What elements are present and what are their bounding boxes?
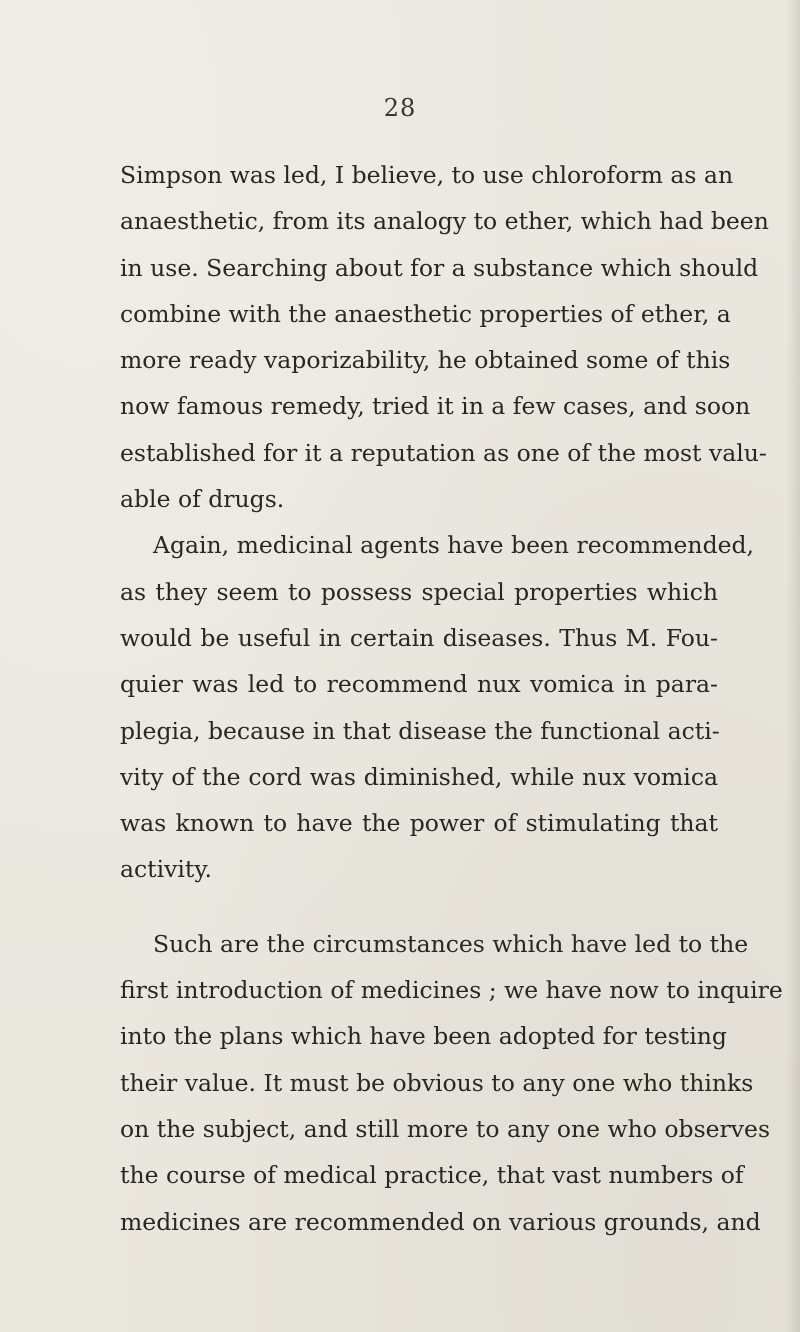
body-text bbox=[120, 152, 783, 1245]
text-line: plegia, because in that disease the functional acti- bbox=[120, 716, 720, 745]
text-line: vity of the cord was diminished, while nux vomica bbox=[120, 762, 718, 791]
text-line: anaesthetic, from its analogy to ether, which had been bbox=[120, 207, 769, 236]
text-line: into the plans which have been adopted for testing bbox=[120, 1022, 727, 1051]
text-line: combine with the anaesthetic properties of ether, a bbox=[120, 299, 731, 328]
paragraph-medicinal-agents bbox=[120, 522, 755, 892]
text-line: was known to have the power of stimulating that bbox=[120, 809, 718, 838]
page-edge-shadow bbox=[786, 0, 800, 1332]
text-line: more ready vaporizability, he obtained some of this bbox=[120, 346, 731, 375]
text-line: their value. It must be obvious to any one who thinks bbox=[120, 1068, 754, 1097]
text-line: the course of medical practice, that vast numbers of bbox=[120, 1161, 744, 1190]
page-number: 28 bbox=[383, 94, 417, 122]
text-line: activity. bbox=[120, 855, 212, 884]
paragraph-testing-medicines bbox=[120, 921, 783, 1245]
text-line: first introduction of medicines ; we have now to inquire bbox=[120, 976, 783, 1005]
text-line: able of drugs. bbox=[120, 485, 285, 514]
text-line: Simpson was led, I believe, to use chloroform as an bbox=[120, 161, 734, 189]
text-line: would be useful in certain diseases. Thus M. Fou- bbox=[120, 623, 718, 652]
text-line: now famous remedy, tried it in a few cases, and soon bbox=[120, 392, 751, 421]
text-line: medicines are recommended on various grounds, and bbox=[120, 1207, 761, 1236]
text-line: as they seem to possess special properties which bbox=[120, 577, 718, 606]
paragraph-simpson-chloroform bbox=[120, 152, 769, 522]
paragraph-gap bbox=[120, 893, 718, 921]
text-line: on the subject, and still more to any one who observes bbox=[120, 1114, 771, 1143]
text-line: in use. Searching about for a substance which should bbox=[120, 253, 759, 282]
text-line: Again, medicinal agents have been recommended, bbox=[153, 531, 755, 560]
text-line: quier was led to recommend nux vomica in para- bbox=[120, 670, 718, 699]
text-line: established for it a reputation as one of the most valu- bbox=[120, 438, 767, 467]
text-line: Such are the circumstances which have led to the bbox=[153, 929, 749, 958]
